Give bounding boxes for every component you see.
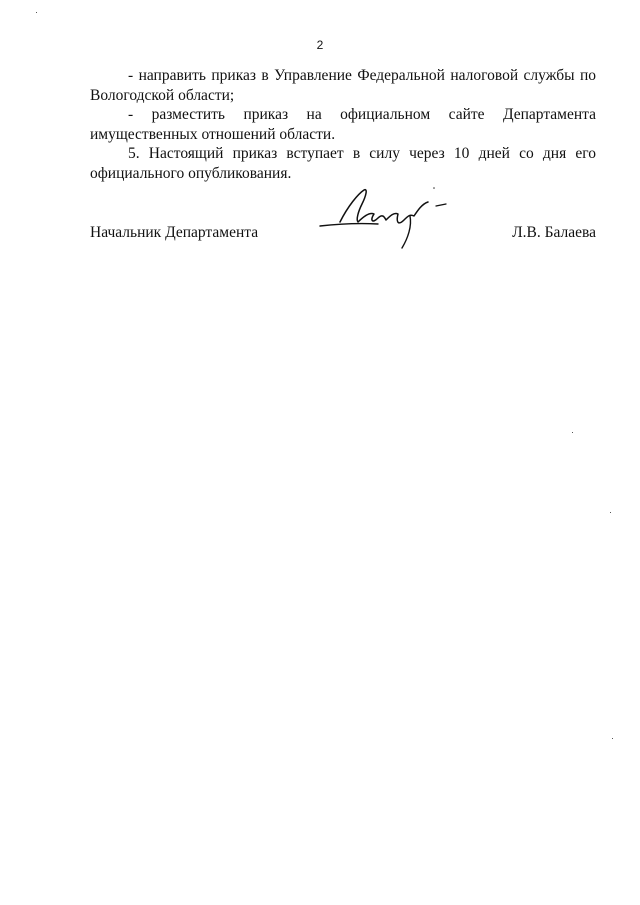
paragraph-send-order: - направить приказ в Управление Федеральной налоговой службы по Вологодской области; <box>90 67 596 104</box>
signature-block <box>90 224 596 264</box>
handwritten-signature <box>318 186 468 256</box>
page-number: 2 <box>316 38 324 52</box>
paragraph-effective-date: 5. Настоящий приказ вступает в силу через 10 дней со дня его официального опубликования. <box>90 145 596 182</box>
scan-speck <box>610 512 611 513</box>
scan-speck <box>572 432 573 433</box>
document-body <box>90 66 596 183</box>
scan-speck <box>612 738 613 739</box>
signer-title: Начальник Департамента <box>90 224 259 241</box>
signer-name: Л.В. Балаева <box>512 224 596 241</box>
scan-speck <box>36 12 37 13</box>
paragraph-publish-order: - разместить приказ на официальном сайте Департамента имущественных отношений области. <box>90 106 596 143</box>
